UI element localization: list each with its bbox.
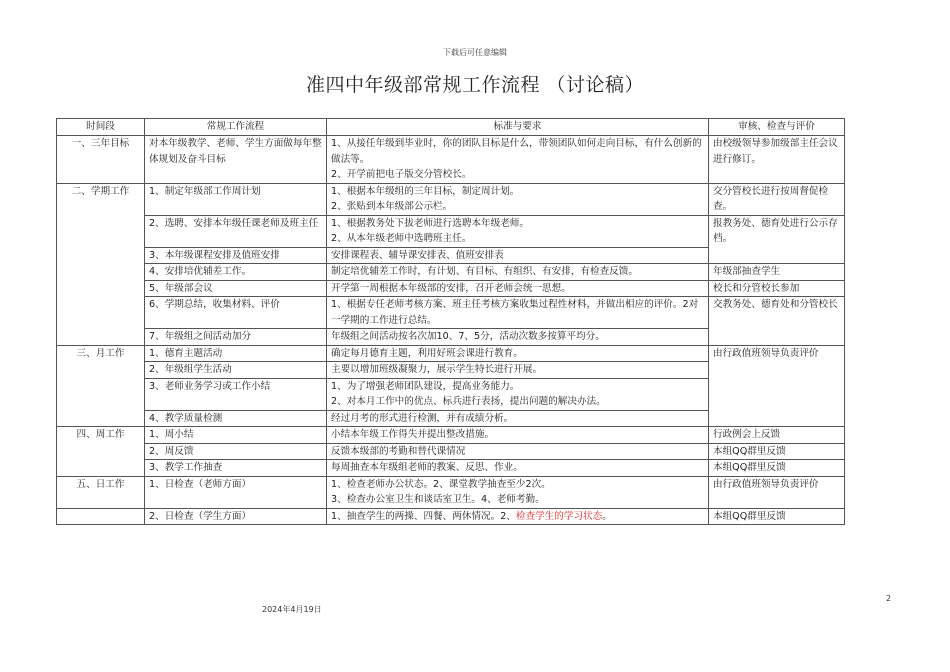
period-cell: 二、学期工作	[57, 183, 145, 345]
standard-cell: 制定培优辅差工作时，有计划、有目标、有组织、有安排，有检查反馈。	[327, 264, 709, 281]
task-cell: 3、老师业务学习或工作小结	[145, 378, 327, 410]
standard-line: 2、开学前把电子版交分管校长。	[331, 169, 472, 180]
table-row	[57, 215, 845, 247]
standard-cell: 反馈本级部的考勤和替代课情况	[327, 443, 709, 460]
standard-cell	[327, 215, 709, 247]
task-cell: 1、德育主题活动	[145, 345, 327, 362]
column-header-period: 时间段	[57, 119, 145, 136]
highlighted-text: 检查学生的学习状态	[515, 510, 603, 522]
table-row	[57, 280, 845, 297]
standard-line: 1、根据本年级组的三年目标，制定周计划。	[331, 185, 520, 197]
table-row	[57, 345, 845, 362]
column-header-review: 审核、检查与评价	[709, 119, 845, 136]
review-cell: 本组QQ群里反馈	[709, 508, 845, 525]
standard-cell	[327, 508, 709, 525]
table-row	[57, 183, 845, 215]
standard-cell	[327, 476, 709, 508]
review-cell: 交分管校长进行按周督促检查。	[709, 183, 845, 215]
standard-line: 1、从接任年级到毕业时，你的团队目标是什么，带领团队如何走向目标，有什么创新的做法等。	[331, 138, 702, 165]
standard-text: 1、抽查学生的两操、四餐、两休情况。2、	[331, 510, 516, 522]
task-cell: 对本年级教学、老师、学生方面做每年整体规划及奋斗目标	[145, 136, 327, 184]
table-row	[57, 508, 845, 525]
standard-line: 3、检查办公室卫生和谈话室卫生。4、老师考勤。	[331, 494, 545, 505]
table-row	[57, 443, 845, 460]
table-row	[57, 460, 845, 477]
standard-cell	[327, 136, 709, 184]
task-cell: 2、年级组学生活动	[145, 362, 327, 379]
review-cell: 本组QQ群里反馈	[709, 443, 845, 460]
table-row	[57, 264, 845, 281]
task-cell: 5、年级部会议	[145, 280, 327, 297]
review-cell: 由行政值班领导负责评价	[709, 345, 845, 427]
table-header-row	[57, 119, 845, 136]
standard-cell	[327, 378, 709, 410]
column-header-task: 常规工作流程	[145, 119, 327, 136]
task-cell: 4、安排培优辅差工作。	[145, 264, 327, 281]
period-cell: 四、周工作	[57, 427, 145, 477]
table-row	[57, 297, 845, 329]
standard-line: 1、根据教务处下拔老师进行选聘本年级老师。	[331, 217, 529, 229]
task-cell: 7、年级组之间活动加分	[145, 329, 327, 346]
document-date: 2024年4月19日	[262, 605, 322, 614]
period-cell: 三、月工作	[57, 345, 145, 427]
review-cell: 行政例会上反馈	[709, 427, 845, 444]
standard-cell: 开学第一周根据本年级部的安排，召开老师会统一思想。	[327, 280, 709, 297]
task-cell: 2、日检查（学生方面）	[145, 508, 327, 525]
header-note: 下载后可任意编辑	[443, 48, 507, 57]
review-cell: 校长和分管校长参加	[709, 280, 845, 297]
review-cell: 年级部抽查学生	[709, 264, 845, 281]
standard-cell: 每周抽查本年级组老师的教案、反思、作业。	[327, 460, 709, 477]
column-header-standard: 标准与要求	[327, 119, 709, 136]
standard-cell: 主要以增加班级凝聚力，展示学生特长进行开展。	[327, 362, 709, 379]
standard-cell: 年级组之间活动按名次加10、7、5分，活动次数多按算平均分。	[327, 329, 709, 346]
review-cell: 交教务处、德育处和分管校长	[709, 297, 845, 346]
standard-text-end: 。	[602, 510, 612, 522]
task-cell: 3、本年级课程安排及值班安排	[145, 247, 327, 264]
standard-line: 1、为了增强老师团队建设，提高业务能力。	[331, 380, 520, 392]
table-row	[57, 476, 845, 508]
task-cell: 2、选聘、安排本年级任课老师及班主任	[145, 215, 327, 247]
task-cell: 1、制定年级部工作周计划	[145, 183, 327, 215]
task-cell: 6、学期总结，收集材料、评价	[145, 297, 327, 329]
review-cell: 由校级领导参加级部主任会议进行修订。	[709, 136, 845, 184]
table-row	[57, 136, 845, 184]
task-cell: 3、教学工作抽查	[145, 460, 327, 477]
standard-cell: 安排课程表、辅导课安排表、值班安排表	[327, 247, 709, 264]
task-cell: 1、日检查（老师方面）	[145, 476, 327, 508]
period-cell: 一、三年目标	[57, 136, 145, 184]
period-cell: 五、日工作	[57, 476, 145, 508]
standard-cell: 确定每月德育主题，利用好班会课进行教育。	[327, 345, 709, 362]
standard-line: 2、从本年级老师中选聘班主任。	[331, 233, 472, 244]
review-cell: 本组QQ群里反馈	[709, 460, 845, 477]
standard-line: 2、对本月工作中的优点、标兵进行表扬，提出问题的解决办法。	[331, 396, 606, 407]
standard-cell	[327, 183, 709, 215]
workflow-table	[56, 118, 845, 525]
standard-cell: 经过月考的形式进行检测，并有成绩分析。	[327, 410, 709, 427]
task-cell: 2、周反馈	[145, 443, 327, 460]
standard-line: 2、张贴到本年级部公示栏。	[331, 201, 453, 212]
page-number: 2	[886, 594, 892, 603]
table-row	[57, 427, 845, 444]
standard-line: 1、检查老师办公状态。2、课堂教学抽查至少2次。	[331, 478, 551, 490]
standard-cell: 1、根据专任老师考核方案、班主任考核方案收集过程性材料，并做出相应的评价。2对一学期的工作进行总结。	[327, 297, 709, 329]
review-cell: 报教务处、德育处进行公示存档。	[709, 215, 845, 264]
standard-cell: 小结本年级工作得失并提出整改措施。	[327, 427, 709, 444]
review-cell: 由行政值班领导负责评价	[709, 476, 845, 508]
document-title: 准四中年级部常规工作流程 （讨论稿）	[305, 74, 645, 96]
task-cell: 4、教学质量检测	[145, 410, 327, 427]
period-cell-empty	[57, 508, 145, 525]
task-cell: 1、周小结	[145, 427, 327, 444]
